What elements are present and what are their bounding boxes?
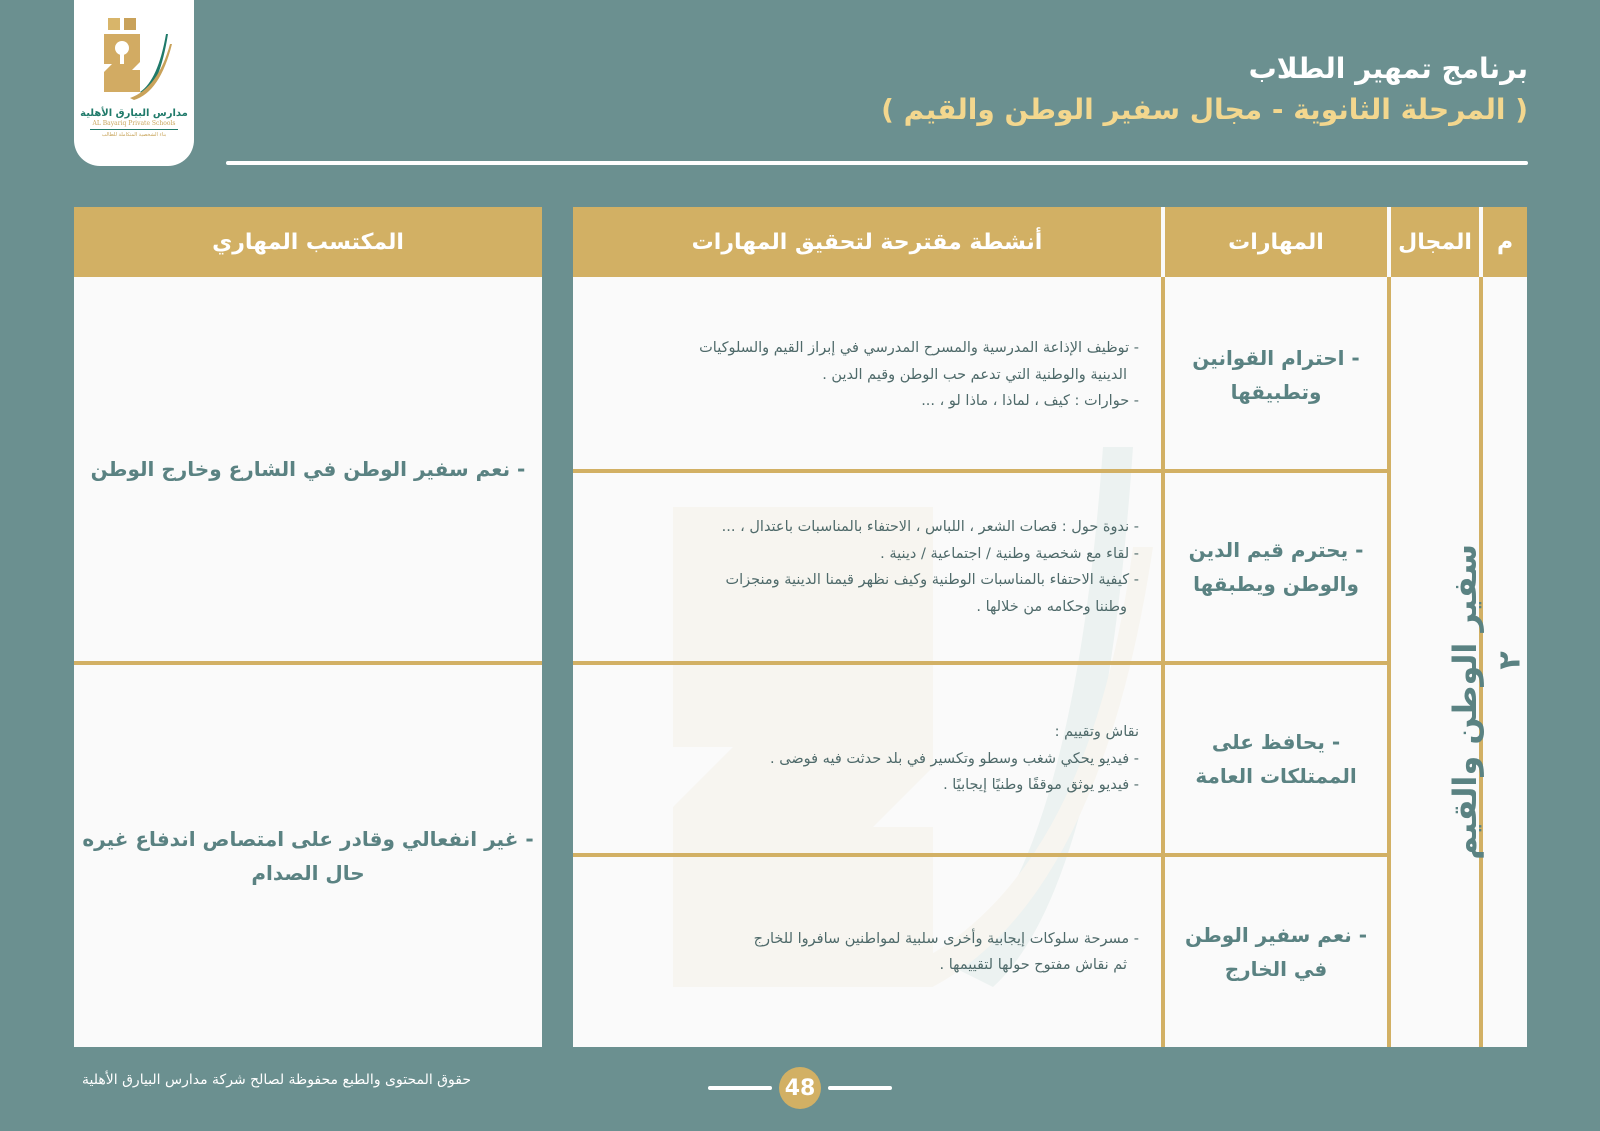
grid-line <box>1387 277 1391 1047</box>
skill-cell <box>1165 665 1387 853</box>
header-divider-line <box>1161 207 1165 277</box>
column-header-skills: المهارات <box>1165 207 1387 277</box>
column-header-outcome: المكتسب المهاري <box>74 207 542 277</box>
activities-cell <box>579 281 1139 469</box>
logo-name-ar: مدارس البيارق الأهلية <box>80 108 188 119</box>
skill-text: في الخارج <box>1224 957 1328 981</box>
skill-text: - يحترم قيم الدين <box>1188 538 1364 562</box>
activity-line: - توظيف الإذاعة المدرسية والمسرح المدرسي في إبراز القيم والسلوكيات <box>699 340 1139 357</box>
skill-text: الممتلكات العامة <box>1195 764 1357 788</box>
skill-text: - احترام القوانين <box>1192 346 1360 370</box>
activity-line: نقاش وتقييم : <box>1054 724 1139 741</box>
domain-name: سفير الوطن والقيم <box>1446 544 1484 860</box>
copyright-notice: حقوق المحتوى والطبع محفوظة لصالح شركة مدارس البيارق الأهلية <box>82 1072 472 1088</box>
skill-cell <box>1165 473 1387 661</box>
outcome-text: - نعم سفير الوطن في الشارع وخارج الوطن <box>90 457 526 481</box>
header-divider-line <box>1387 207 1391 277</box>
page-number-line-right <box>828 1086 892 1090</box>
activity-line: - حوارات : كيف ، لماذا ، ماذا لو ، ... <box>921 393 1139 410</box>
page-header <box>881 50 1528 132</box>
activity-line: - مسرحة سلوكات إيجابية وأخرى سلبية لمواطنين سافروا للخارج <box>753 930 1139 947</box>
skill-cell <box>1165 281 1387 469</box>
logo-emblem-icon <box>94 14 174 104</box>
activity-line: - ندوة حول : قصات الشعر ، اللباس ، الاحتفاء بالمناسبات باعتدال ، ... <box>721 519 1139 535</box>
activity-line: الدينية والوطنية التي تدعم حب الوطن وقيم الدين . <box>822 366 1127 383</box>
page-number-line-left <box>708 1086 772 1090</box>
outcome-text: حال الصدام <box>251 861 365 885</box>
row-number: ٢ <box>1492 651 1528 670</box>
logo-name-en: AL Bayariq Private Schools <box>92 120 176 127</box>
school-logo-card <box>74 0 194 166</box>
activity-line: - كيفية الاحتفاء بالمناسبات الوطنية وكيف نظهر قيمنا الدينية ومنجزات <box>725 572 1139 588</box>
column-header-number: م <box>1483 207 1527 277</box>
outcomes-table <box>74 207 542 1047</box>
skill-text: - نعم سفير الوطن <box>1184 923 1368 947</box>
column-header-activities: أنشطة مقترحة لتحقيق المهارات <box>573 207 1161 277</box>
activity-line: - فيديو يحكي شغب وسطو وتكسير في بلد حدثت فيه فوضى . <box>770 750 1139 767</box>
activities-cell <box>579 473 1139 661</box>
activity-line: ثم نقاش مفتوح حولها لتقييمها . <box>939 957 1127 973</box>
header-divider-line <box>1479 207 1483 277</box>
activities-cell <box>579 857 1139 1047</box>
skills-table <box>573 207 1527 1047</box>
activity-line: وطننا وحكامه من خلالها . <box>976 598 1127 615</box>
activities-cell <box>579 665 1139 853</box>
outcome-cell <box>74 665 542 1047</box>
outcome-cell <box>74 277 542 661</box>
logo-divider <box>90 129 178 130</box>
logo-tagline: بناء الشخصية المتكاملة للطالب <box>101 132 167 138</box>
page-title: برنامج تمهير الطلاب <box>1248 52 1528 85</box>
skill-cell <box>1165 857 1387 1047</box>
page-number: 48 <box>779 1067 821 1109</box>
skill-text: - يحافظ على <box>1211 730 1341 754</box>
header-divider <box>226 161 1528 165</box>
skill-text: وتطبيقها <box>1230 380 1322 404</box>
page-subtitle: ( المرحلة الثانوية - مجال سفير الوطن والقيم ) <box>881 93 1528 126</box>
column-header-domain: المجال <box>1391 207 1479 277</box>
activity-line: - فيديو يوثق موقفًا وطنيًا إيجابيًا . <box>943 777 1139 794</box>
outcome-text: - غير انفعالي وقادر على امتصاص اندفاع غيره <box>82 827 534 851</box>
activity-line: - لقاء مع شخصية وطنية / اجتماعية / دينية . <box>880 545 1139 562</box>
skill-text: والوطن ويطبقها <box>1193 572 1359 596</box>
